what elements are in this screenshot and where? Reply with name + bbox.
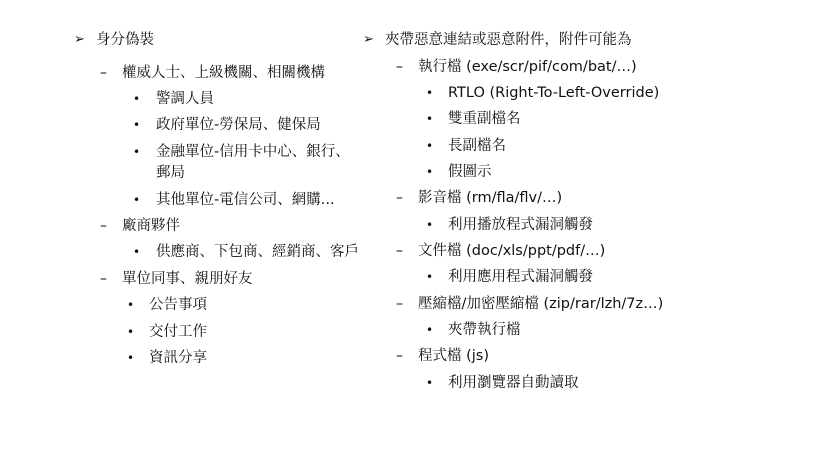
dot-bullet-icon: • [127,298,135,312]
dash-bullet-icon: – [396,296,403,312]
dash-bullet-icon: – [396,190,403,206]
list-item-text: 夾帶執行檔 [448,322,521,338]
dot-bullet-icon: • [133,118,141,132]
right-group-5-label: 程式檔 (js) [418,348,490,364]
dot-bullet-icon: • [426,165,434,179]
list-item-text: 假圖示 [448,164,492,180]
right-group-4-label: 壓縮檔/加密壓縮檔 (zip/rar/lzh/7z…) [418,296,664,312]
dot-bullet-icon: • [133,245,141,259]
left-heading-text: 身分偽裝 [96,32,154,48]
dash-bullet-icon: – [396,59,403,75]
list-item-text: 利用播放程式漏洞觸發 [448,217,593,233]
right-heading-text: 夾帶惡意連結或惡意附件，附件可能為 [385,32,632,48]
arrow-bullet-icon: ➢ [74,32,85,47]
list-item-text: 其他單位-電信公司、網購... [156,192,335,208]
list-item-text: 資訊分享 [149,350,207,366]
left-group-3-label: 單位同事、親朋好友 [122,271,253,287]
dot-bullet-icon: • [426,376,434,390]
list-item-text: 交付工作 [149,324,207,340]
dot-bullet-icon: • [426,270,434,284]
list-item-text: 供應商、下包商、經銷商、客戶 [156,244,359,260]
dot-bullet-icon: • [127,325,135,339]
left-group-1-label: 權威人士、上級機關、相關機構 [122,65,325,81]
dash-bullet-icon: – [100,65,107,81]
left-group-2-label: 廠商夥伴 [122,218,180,234]
right-group-2-label: 影音檔 (rm/fla/flv/…) [418,190,563,206]
dash-bullet-icon: – [396,348,403,364]
dot-bullet-icon: • [133,193,141,207]
arrow-bullet-icon: ➢ [363,32,374,47]
list-item-text: 警調人員 [156,91,214,107]
dot-bullet-icon: • [133,145,141,159]
list-item-text: 郵局 [156,165,185,181]
list-item-text: 利用瀏覽器自動讀取 [448,375,579,391]
list-item-text: RTLO (Right-To-Left-Override) [448,85,660,101]
list-item-text: 政府單位-勞保局、健保局 [156,117,321,133]
list-item-text: 金融單位-信用卡中心、銀行、 [156,144,350,160]
right-group-1-label: 執行檔 (exe/scr/pif/com/bat/…) [418,59,637,75]
dot-bullet-icon: • [426,86,434,100]
dot-bullet-icon: • [426,218,434,232]
dot-bullet-icon: • [426,139,434,153]
dot-bullet-icon: • [133,92,141,106]
dash-bullet-icon: – [100,271,107,287]
list-item-text: 利用應用程式漏洞觸發 [448,269,593,285]
dash-bullet-icon: – [396,243,403,259]
right-group-3-label: 文件檔 (doc/xls/ppt/pdf/…) [418,243,606,259]
dash-bullet-icon: – [100,218,107,234]
dot-bullet-icon: • [426,112,434,126]
list-item-text: 公告事項 [149,297,207,313]
dot-bullet-icon: • [426,323,434,337]
dot-bullet-icon: • [127,351,135,365]
list-item-text: 雙重副檔名 [448,111,521,127]
list-item-text: 長副檔名 [448,138,506,154]
